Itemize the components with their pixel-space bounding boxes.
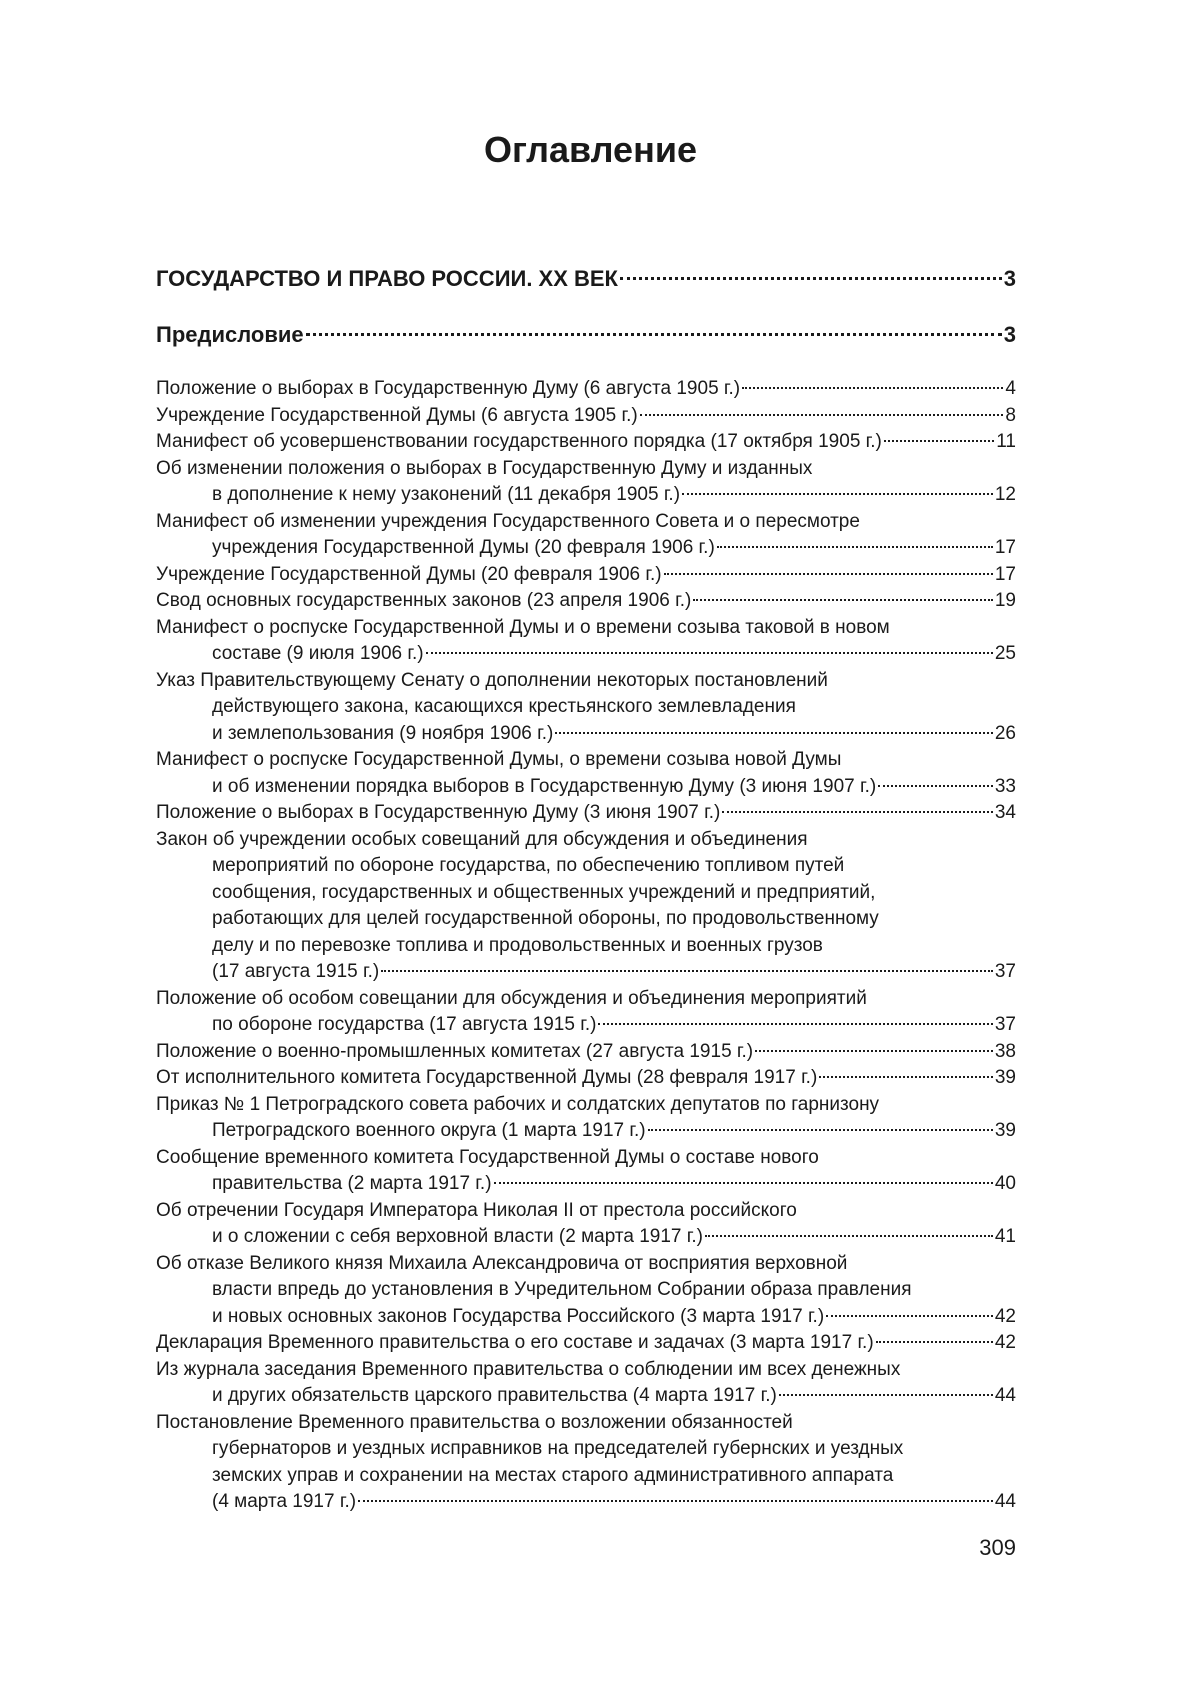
toc-entry-title-line: Приказ № 1 Петроградского совета рабочих и солдатских депутатов по гарнизону	[156, 1093, 880, 1115]
dot-leader	[426, 652, 993, 654]
toc-entry-page-number: 40	[994, 1173, 1016, 1194]
toc-entry-page-number: 44	[994, 1385, 1016, 1406]
toc-entry-page-number: 44	[994, 1491, 1016, 1512]
dot-leader	[742, 387, 1003, 389]
toc-entry	[156, 1198, 1016, 1251]
toc-entry	[156, 264, 1016, 294]
toc-entry-title-line: Положение о выборах в Государственную Думу (6 августа 1905 г.)	[156, 378, 741, 399]
dot-leader	[876, 1341, 993, 1343]
toc-entry-leader-row	[156, 959, 1016, 986]
toc-entry-leader-row	[156, 429, 1016, 456]
toc-entry-page-number: 37	[994, 1014, 1016, 1035]
toc-entry-title-line: (17 августа 1915 г.)	[212, 961, 380, 982]
toc-entry-title-line: Об отказе Великого князя Михаила Александровича от восприятия верховной	[156, 1252, 848, 1274]
dot-leader	[664, 573, 993, 575]
toc-entry-leader-row	[156, 774, 1016, 801]
toc-entry	[156, 320, 1016, 350]
toc-entry-leader-row	[156, 1383, 1016, 1410]
toc-entry-page-number: 33	[994, 775, 1016, 797]
toc-entry-title-line: губернаторов и уездных исправников на председателей губернских и уездных	[212, 1438, 904, 1459]
toc-entry-page-number: 26	[994, 722, 1016, 744]
toc-entry-title-line: Манифест о роспуске Государственной Думы и о времени созыва таковой в новом	[156, 616, 890, 638]
dot-leader	[358, 1500, 993, 1502]
toc-entry-leader-row	[156, 320, 1016, 350]
dot-leader	[682, 493, 993, 495]
toc-entry-title-line: земских управ и сохранении на местах старого административного аппарата	[212, 1464, 894, 1486]
toc-entry	[156, 668, 1016, 748]
toc-entry-page-number: 19	[994, 590, 1016, 611]
toc-entry-page-number: 39	[994, 1120, 1016, 1141]
toc-entry-page-number: 38	[994, 1040, 1016, 1062]
toc-entry-title-line: власти впредь до установления в Учредительном Собрании образа правления	[212, 1279, 912, 1300]
toc-entry-page-number: 41	[994, 1226, 1016, 1247]
toc-entry-title-line: Положение об особом совещании для обсуждения и объединения мероприятий	[156, 987, 867, 1009]
table-of-contents	[156, 264, 1016, 1516]
toc-entry-title-line: Манифест об усовершенствовании государственного порядка (17 октября 1905 г.)	[156, 431, 882, 452]
toc-entry	[156, 1357, 1016, 1410]
toc-entry-leader-row	[156, 1489, 1016, 1516]
toc-entry-page-number: 25	[994, 643, 1016, 664]
toc-entry-page-number: 34	[994, 802, 1016, 823]
dot-leader	[884, 440, 994, 442]
dot-leader	[598, 1023, 992, 1025]
toc-entry-page-number: 3	[1003, 266, 1016, 291]
dot-leader	[306, 333, 1002, 336]
dot-leader	[640, 414, 1004, 416]
toc-entry	[156, 1145, 1016, 1198]
dot-leader	[648, 1129, 993, 1131]
page-title: Оглавление	[484, 129, 697, 170]
toc-entry-leader-row	[156, 264, 1016, 294]
toc-entry-page-number: 17	[994, 537, 1016, 558]
toc-entry-title-line: Положение о военно-промышленных комитетах (27 августа 1915 г.)	[156, 1040, 754, 1062]
toc-entry	[156, 509, 1016, 562]
dot-leader	[705, 1235, 993, 1237]
toc-entry-page-number: 39	[994, 1067, 1016, 1088]
toc-entry-title-line: Закон об учреждении особых совещаний для обсуждения и объединения	[156, 828, 808, 850]
toc-entry-page-number: 4	[1005, 378, 1016, 399]
toc-entry-page-number: 37	[994, 961, 1016, 982]
toc-entry-title-line: Свод основных государственных законов (23 апреля 1906 г.)	[156, 590, 692, 611]
toc-entry-leader-row	[156, 403, 1016, 430]
toc-entry-page-number: 42	[994, 1305, 1016, 1327]
toc-entry-page-number: 42	[994, 1332, 1016, 1353]
toc-entry-leader-row	[156, 800, 1016, 827]
toc-entry-title-line: действующего закона, касающихся крестьянского землевладения	[212, 696, 796, 717]
toc-entry-title-line: Петроградского военного округа (1 марта 1917 г.)	[212, 1120, 646, 1141]
toc-entry-page-number: 8	[1005, 404, 1016, 426]
toc-entry-leader-row	[156, 1171, 1016, 1198]
toc-entry-leader-row	[156, 1304, 1016, 1331]
page-number: 309	[979, 1535, 1016, 1560]
toc-entry-leader-row	[156, 721, 1016, 748]
toc-entry-title-line: Положение о выборах в Государственную Думу (3 июня 1907 г.)	[156, 802, 721, 823]
toc-entry	[156, 615, 1016, 668]
dot-leader	[717, 546, 993, 548]
dot-leader	[620, 277, 1002, 280]
toc-entry-title-line: составе (9 июля 1906 г.)	[212, 643, 424, 664]
toc-entry-title-line: Об изменении положения о выборах в Государственную Думу и изданных	[156, 457, 813, 479]
toc-entry-leader-row	[156, 376, 1016, 403]
toc-entry-leader-row	[156, 482, 1016, 509]
toc-entry	[156, 1039, 1016, 1066]
toc-entry-leader-row	[156, 588, 1016, 615]
toc-entry	[156, 429, 1016, 456]
toc-entry	[156, 376, 1016, 403]
toc-entry-leader-row	[156, 1330, 1016, 1357]
toc-entry-leader-row	[156, 1118, 1016, 1145]
dot-leader	[826, 1315, 993, 1317]
toc-entry	[156, 562, 1016, 589]
toc-entry	[156, 986, 1016, 1039]
toc-entry-leader-row	[156, 1012, 1016, 1039]
toc-entry	[156, 588, 1016, 615]
toc-entry-title-line: Манифест о роспуске Государственной Думы, о времени созыва новой Думы	[156, 749, 842, 770]
toc-entry-leader-row	[156, 1039, 1016, 1066]
toc-entry	[156, 1410, 1016, 1516]
toc-entry	[156, 456, 1016, 509]
toc-entry-title-line: и об изменении порядка выборов в Государственную Думу (3 июня 1907 г.)	[212, 775, 877, 797]
toc-entry-title-line: в дополнение к нему узаконений (11 декабря 1905 г.)	[212, 484, 681, 505]
toc-entry-title-line: Из журнала заседания Временного правительства о соблюдении им всех денежных	[156, 1358, 901, 1380]
toc-entry-title-line: и других обязательств царского правительства (4 марта 1917 г.)	[212, 1385, 777, 1406]
dot-leader	[494, 1182, 993, 1184]
toc-entry-title-line: ГОСУДАРСТВО И ПРАВО РОССИИ. XX ВЕК	[156, 266, 618, 291]
toc-entry	[156, 800, 1016, 827]
toc-entry-title-line: и о сложении с себя верховной власти (2 марта 1917 г.)	[212, 1226, 703, 1247]
toc-entry-leader-row	[156, 1224, 1016, 1251]
toc-entry-title-line: и новых основных законов Государства Российского (3 марта 1917 г.)	[212, 1305, 825, 1327]
toc-entry-title-line: От исполнительного комитета Государственной Думы (28 февраля 1917 г.)	[156, 1067, 818, 1088]
toc-entry-title-line: делу и по перевозке топлива и продовольственных и военных грузов	[212, 934, 823, 956]
toc-entry-title-line: работающих для целей государственной обороны, по продовольственному	[212, 908, 879, 929]
toc-entry-page-number: 11	[996, 431, 1016, 452]
toc-entry	[156, 1065, 1016, 1092]
toc-entry-title-line: Указ Правительствующему Сенату о дополнении некоторых постановлений	[156, 669, 828, 691]
toc-entry	[156, 1330, 1016, 1357]
toc-entry-title-line: Учреждение Государственной Думы (20 февраля 1906 г.)	[156, 563, 662, 585]
toc-entry-title-line: Декларация Временного правительства о его составе и задачах (3 марта 1917 г.)	[156, 1332, 874, 1353]
toc-entry-leader-row	[156, 535, 1016, 562]
toc-entry-title-line: Сообщение временного комитета Государственной Думы о составе нового	[156, 1146, 819, 1168]
toc-entry-leader-row	[156, 641, 1016, 668]
dot-leader	[878, 785, 993, 787]
toc-entry-title-line: Манифест об изменении учреждения Государственного Совета и о пересмотре	[156, 510, 860, 532]
toc-entry-title-line: Предисловие	[156, 322, 304, 347]
toc-entry-title-line: сообщения, государственных и общественных учреждений и предприятий,	[212, 881, 876, 903]
toc-entry-page-number: 17	[994, 563, 1016, 585]
dot-leader	[693, 599, 993, 601]
toc-entry-title-line: мероприятий по обороне государства, по обеспечению топливом путей	[212, 855, 845, 876]
toc-entry-leader-row	[156, 562, 1016, 589]
toc-entry	[156, 1251, 1016, 1331]
toc-entry-title-line: учреждения Государственной Думы (20 февраля 1906 г.)	[212, 537, 715, 558]
dot-leader	[755, 1050, 993, 1052]
toc-entry-title-line: Постановление Временного правительства о возложении обязанностей	[156, 1411, 793, 1433]
toc-entry-page-number: 3	[1003, 322, 1016, 347]
toc-entry-title-line: Об отречении Государя Императора Николая II от престола российского	[156, 1199, 797, 1221]
dot-leader	[779, 1394, 993, 1396]
toc-entry-leader-row	[156, 1065, 1016, 1092]
toc-entry	[156, 403, 1016, 430]
dot-leader	[722, 811, 993, 813]
toc-entry-title-line: (4 марта 1917 г.)	[212, 1491, 357, 1512]
toc-entry-title-line: и землепользования (9 ноября 1906 г.)	[212, 722, 554, 744]
toc-entry	[156, 827, 1016, 986]
dot-leader	[381, 970, 993, 972]
toc-entry	[156, 747, 1016, 800]
toc-entry-title-line: по обороне государства (17 августа 1915 г.)	[212, 1014, 597, 1035]
dot-leader	[819, 1076, 993, 1078]
toc-entry-page-number: 12	[994, 484, 1016, 505]
dot-leader	[555, 732, 992, 734]
toc-entry-title-line: правительства (2 марта 1917 г.)	[212, 1173, 492, 1194]
toc-entry	[156, 1092, 1016, 1145]
toc-entry-title-line: Учреждение Государственной Думы (6 августа 1905 г.)	[156, 404, 638, 426]
